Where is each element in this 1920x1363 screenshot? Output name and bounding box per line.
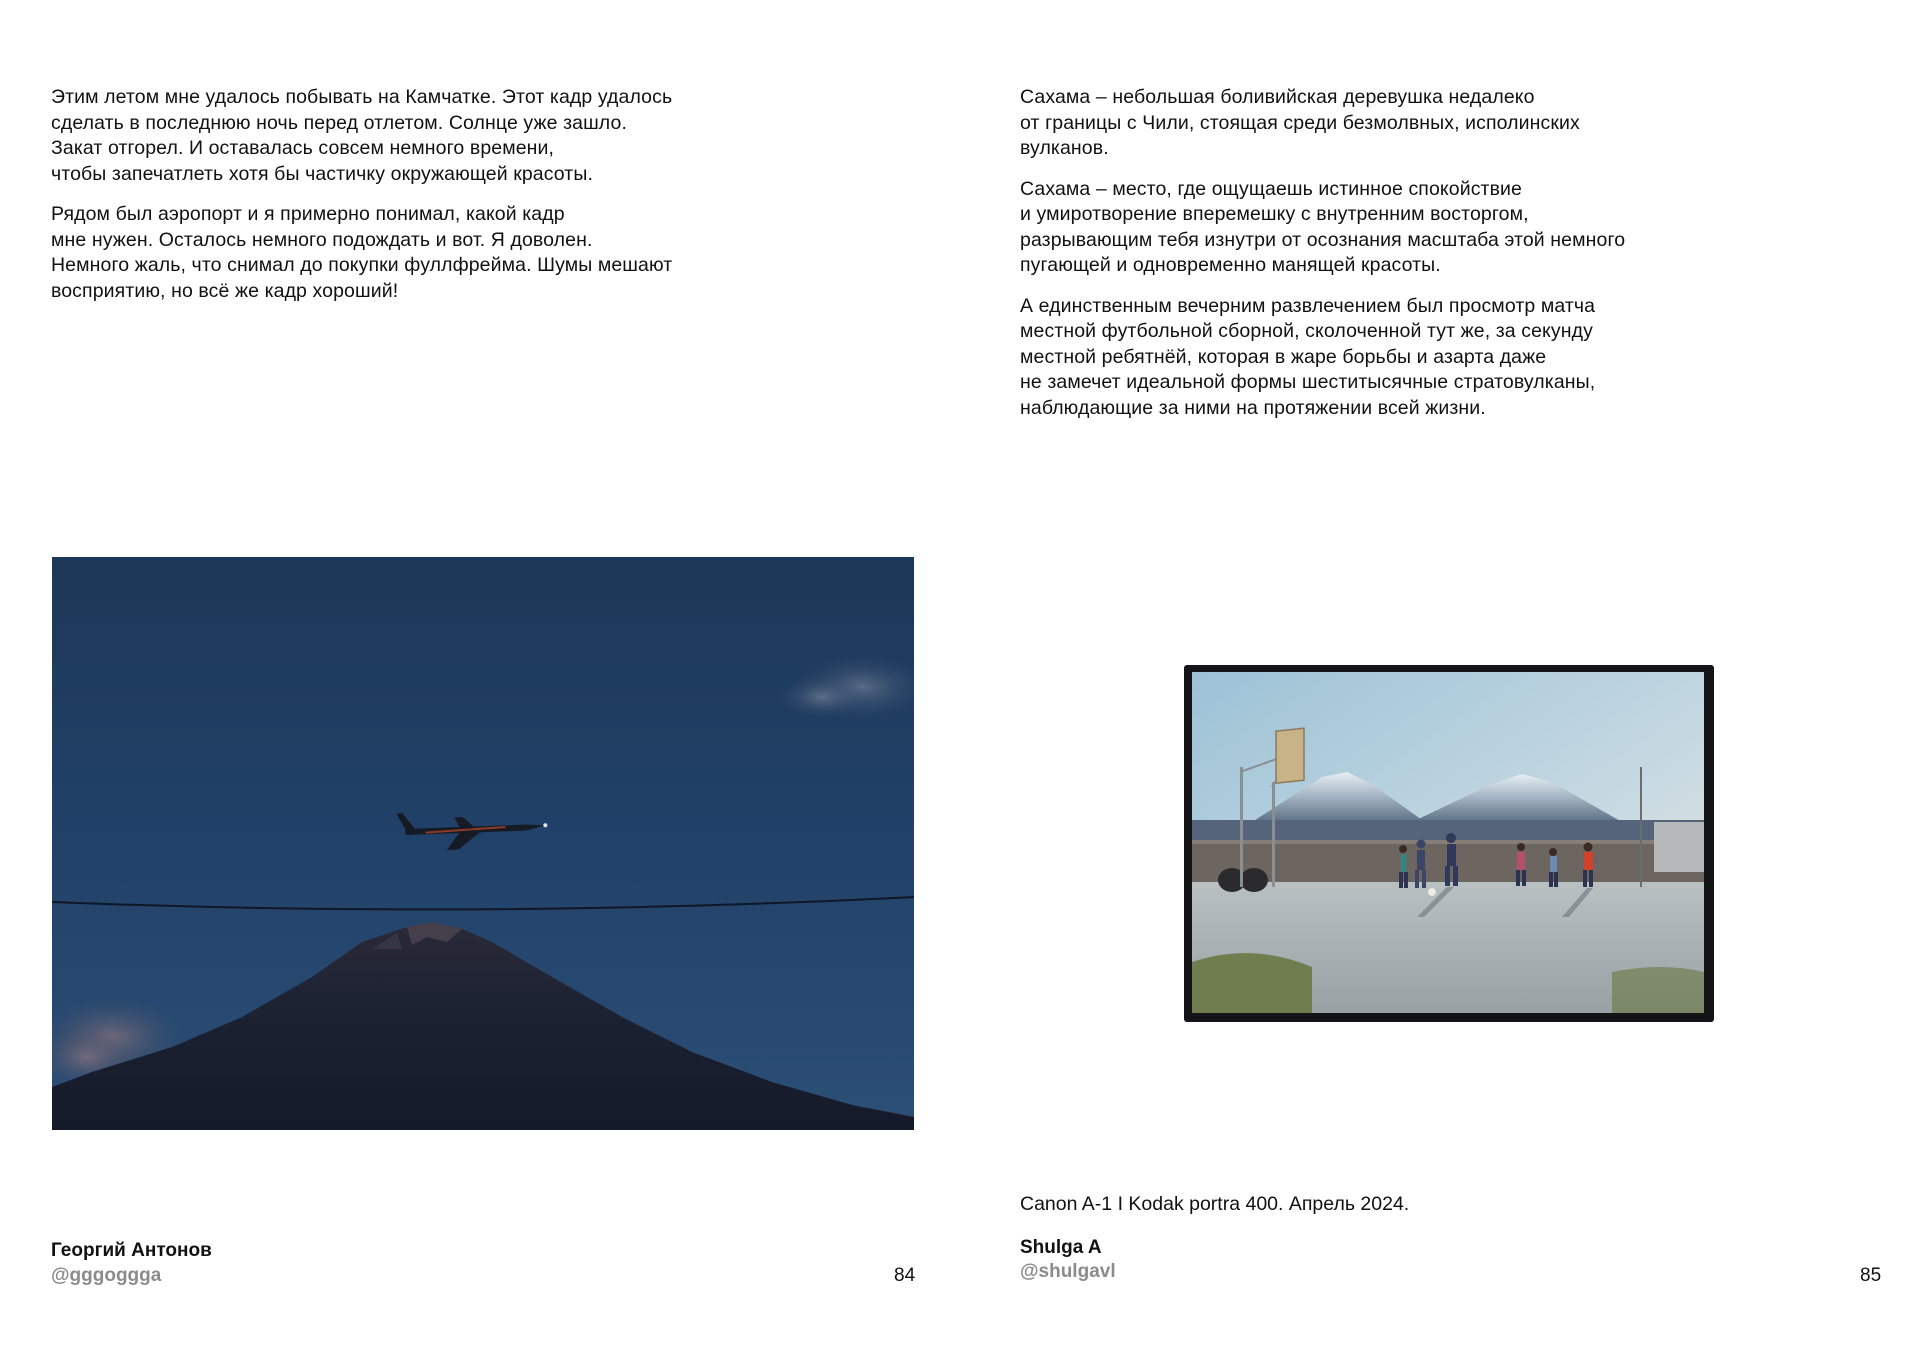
right-paragraph-1: Сахама – небольшая боливийская деревушка недалеко от границы с Чили, стоящая среди безмолвных, исполинских вулканов.: [1020, 86, 1580, 159]
film-image: [1192, 672, 1704, 1013]
right-page-number: 85: [1860, 1265, 1882, 1286]
left-author-handle[interactable]: @gggoggga: [51, 1265, 162, 1286]
left-author-name: Георгий Антонов: [51, 1240, 212, 1261]
volcano-airplane-photo: [52, 557, 914, 1130]
right-author-name: Shulga A: [1020, 1237, 1102, 1258]
court-football-photo: [1184, 665, 1714, 1022]
left-paragraph-1: Этим летом мне удалось побывать на Камчатке. Этот кадр удалось сделать в последнюю ночь перед отлетом. Солнце уже зашло. Закат отгорел. И оставалась совсем немного времени, чтобы запечатлеть хотя бы частичку окружающей красоты.: [51, 86, 673, 185]
left-paragraph-2: Рядом был аэропорт и я примерно понимал, какой кадр мне нужен. Осталось немного подождать и вот. Я доволен. Немного жаль, что снимал до покупки фуллфрейма. Шумы мешают восприятию, но всё же кадр хороший!: [51, 203, 673, 302]
right-author-handle[interactable]: @shulgavl: [1020, 1261, 1116, 1282]
right-paragraph-2: Сахама – место, где ощущаешь истинное спокойствие и умиротворение вперемешку с внутренним восторгом, разрывающим тебя изнутри от осознания масштаба этой немного пугающей и одновременно манящей красоты.: [1020, 177, 1626, 276]
photo-caption: Canon A-1 I Kodak portra 400. Апрель 2024.: [1020, 1193, 1410, 1215]
right-paragraph-3: А единственным вечерним развлечением был просмотр матча местной футбольной сборной, сколоченной тут же, за секунду местной ребятнёй, которая в жаре борьбы и азарта даже не замечет идеальной формы шеститысячные стратовулканы, наблюдающие за ними на протяжении всей жизни.: [1020, 294, 1596, 419]
film-frame: [1184, 665, 1714, 1022]
right-article-text: [1020, 85, 1700, 436]
right-page: [960, 0, 1920, 1363]
left-page-number: 84: [894, 1265, 916, 1286]
left-article-text: [51, 85, 731, 319]
